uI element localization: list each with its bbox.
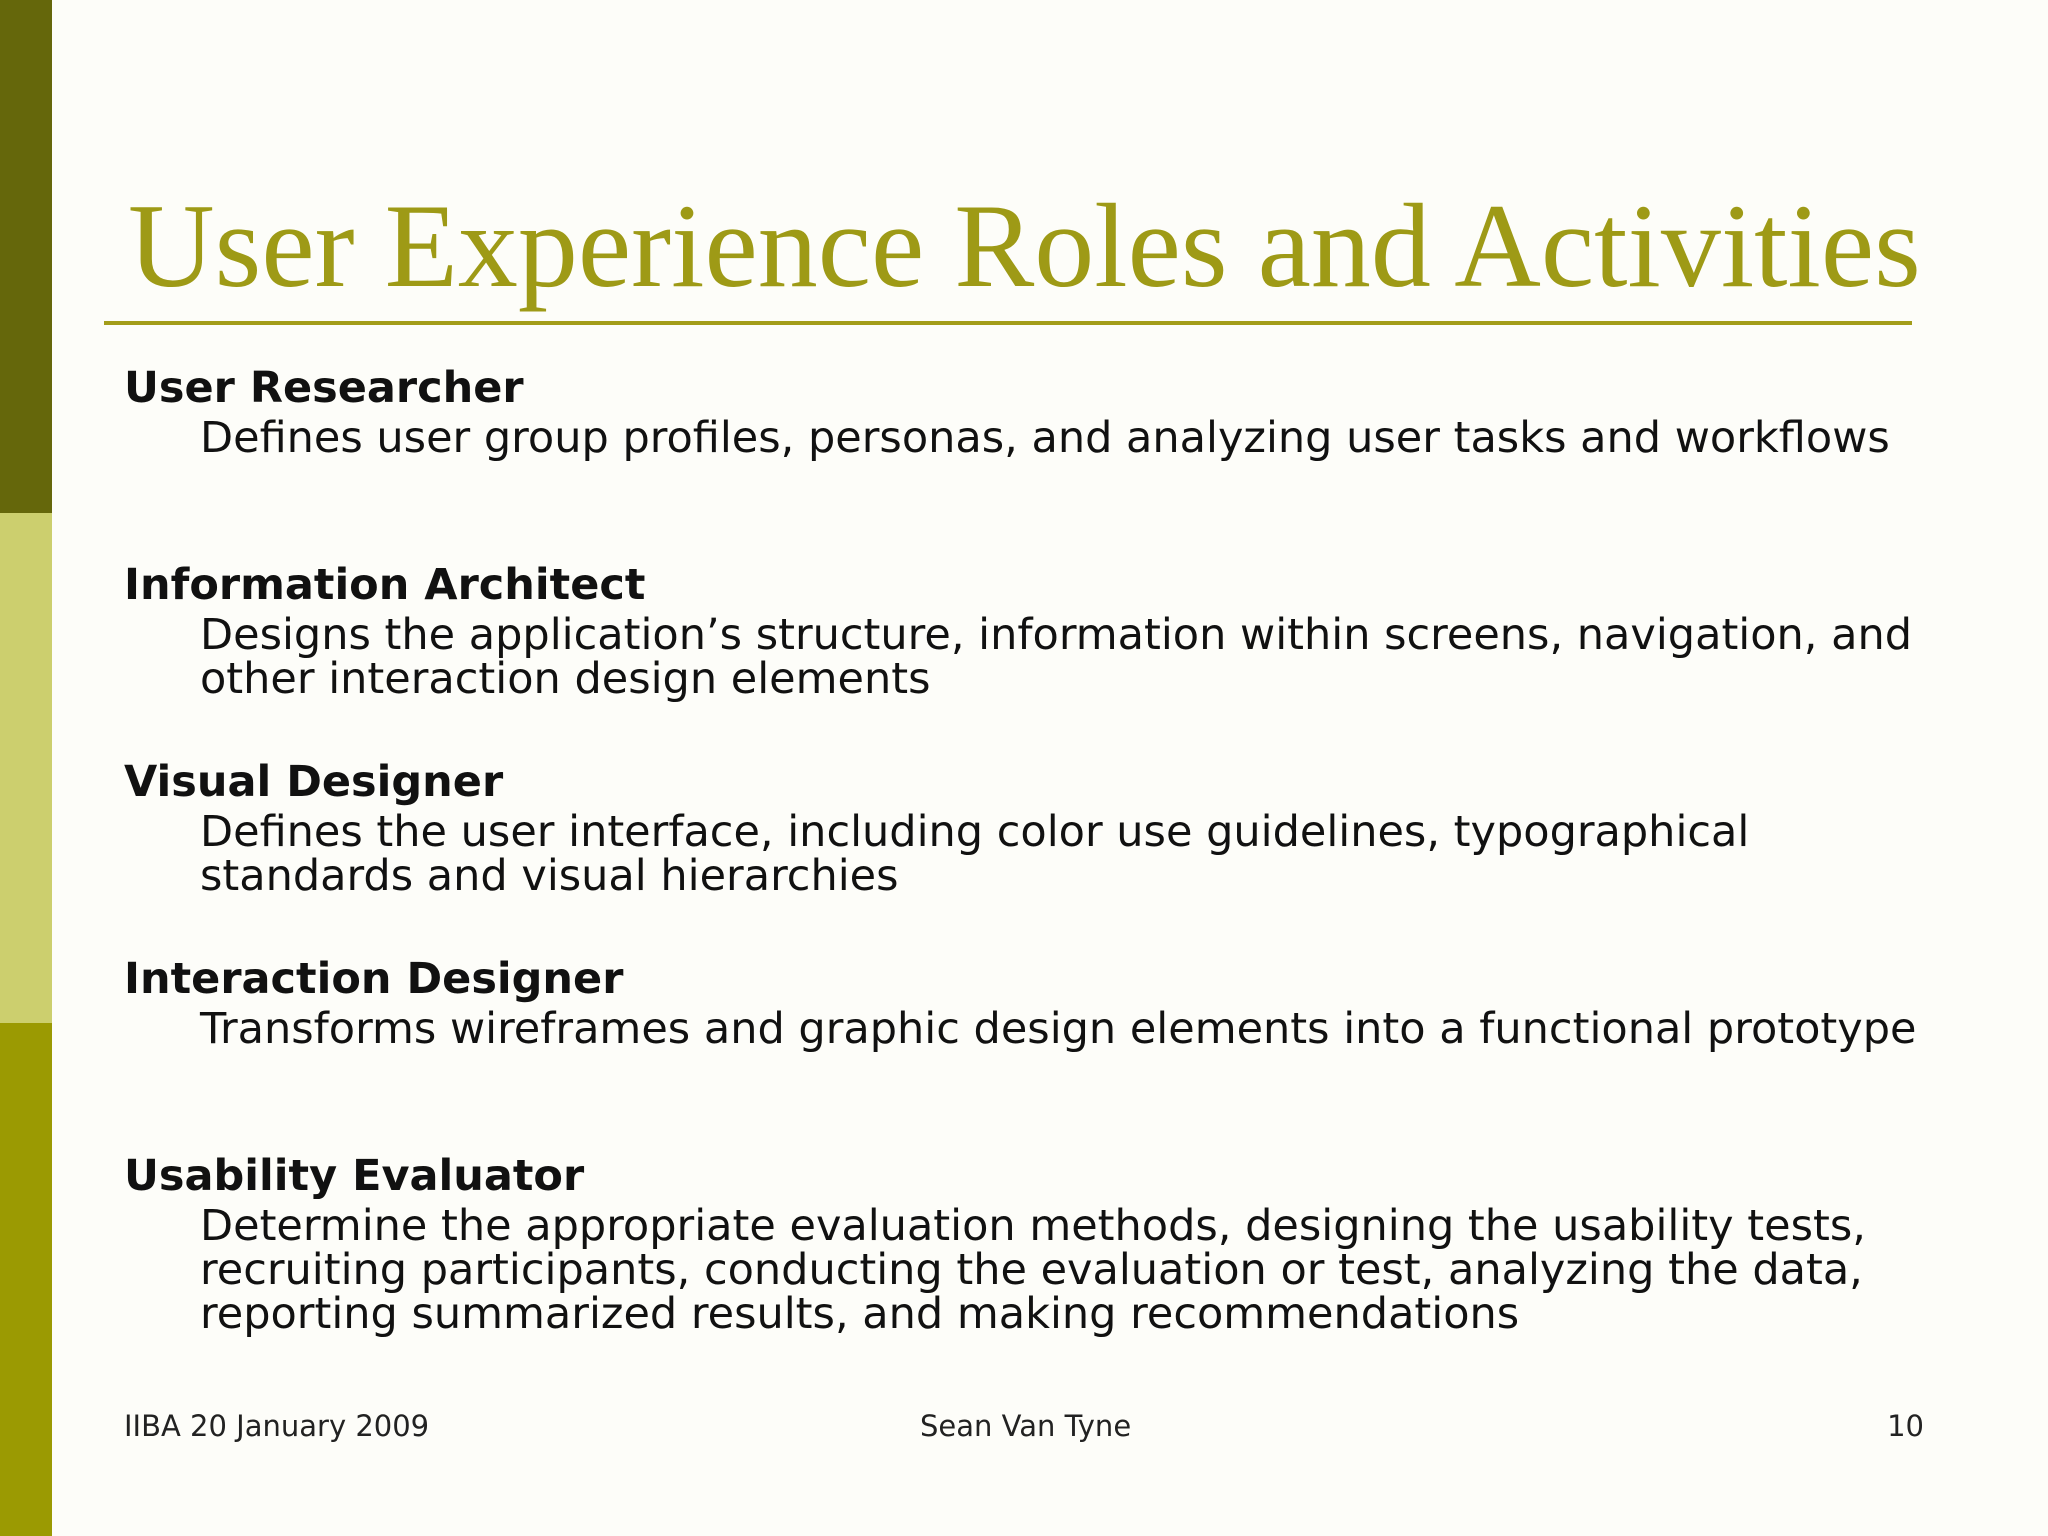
role-name: Information Architect bbox=[124, 560, 646, 610]
role-description: Transforms wireframes and graphic design elements into a functional prototype bbox=[200, 1004, 1917, 1054]
footer-date: IIBA 20 January 2009 bbox=[124, 1409, 430, 1443]
role-description: Determine the appropriate evaluation methods, designing the usability tests, recruiting participants, conducting the evaluation or test, analyzing the data, reporting summarized results, and making recommendations bbox=[200, 1201, 1866, 1339]
slide-number: 10 bbox=[1887, 1409, 1924, 1443]
sidebar-bottom-block bbox=[0, 1023, 52, 1536]
role-name: Visual Designer bbox=[124, 757, 504, 807]
slide-title: User Experience Roles and Activities bbox=[128, 179, 1921, 312]
title-underline bbox=[104, 321, 1912, 325]
sidebar-middle-block bbox=[0, 513, 52, 1023]
sidebar-top-block bbox=[0, 0, 52, 513]
role-usability-evaluator bbox=[124, 1148, 1964, 1345]
role-description: Defines user group profiles, personas, and analyzing user tasks and workflows bbox=[200, 413, 1890, 463]
role-name: Interaction Designer bbox=[124, 954, 624, 1004]
role-name: User Researcher bbox=[124, 363, 524, 413]
role-interaction-designer bbox=[124, 951, 1964, 1148]
role-description: Defines the user interface, including color use guidelines, typographical standards and visual hierarchies bbox=[200, 807, 1750, 901]
role-description: Designs the application’s structure, information within screens, navigation, and other interaction design elements bbox=[200, 610, 1913, 704]
role-information-architect bbox=[124, 557, 1964, 754]
role-name: Usability Evaluator bbox=[124, 1151, 585, 1201]
roles-list bbox=[124, 360, 1964, 1345]
role-visual-designer bbox=[124, 754, 1964, 951]
role-user-researcher bbox=[124, 360, 1964, 557]
footer-author: Sean Van Tyne bbox=[920, 1409, 1132, 1443]
